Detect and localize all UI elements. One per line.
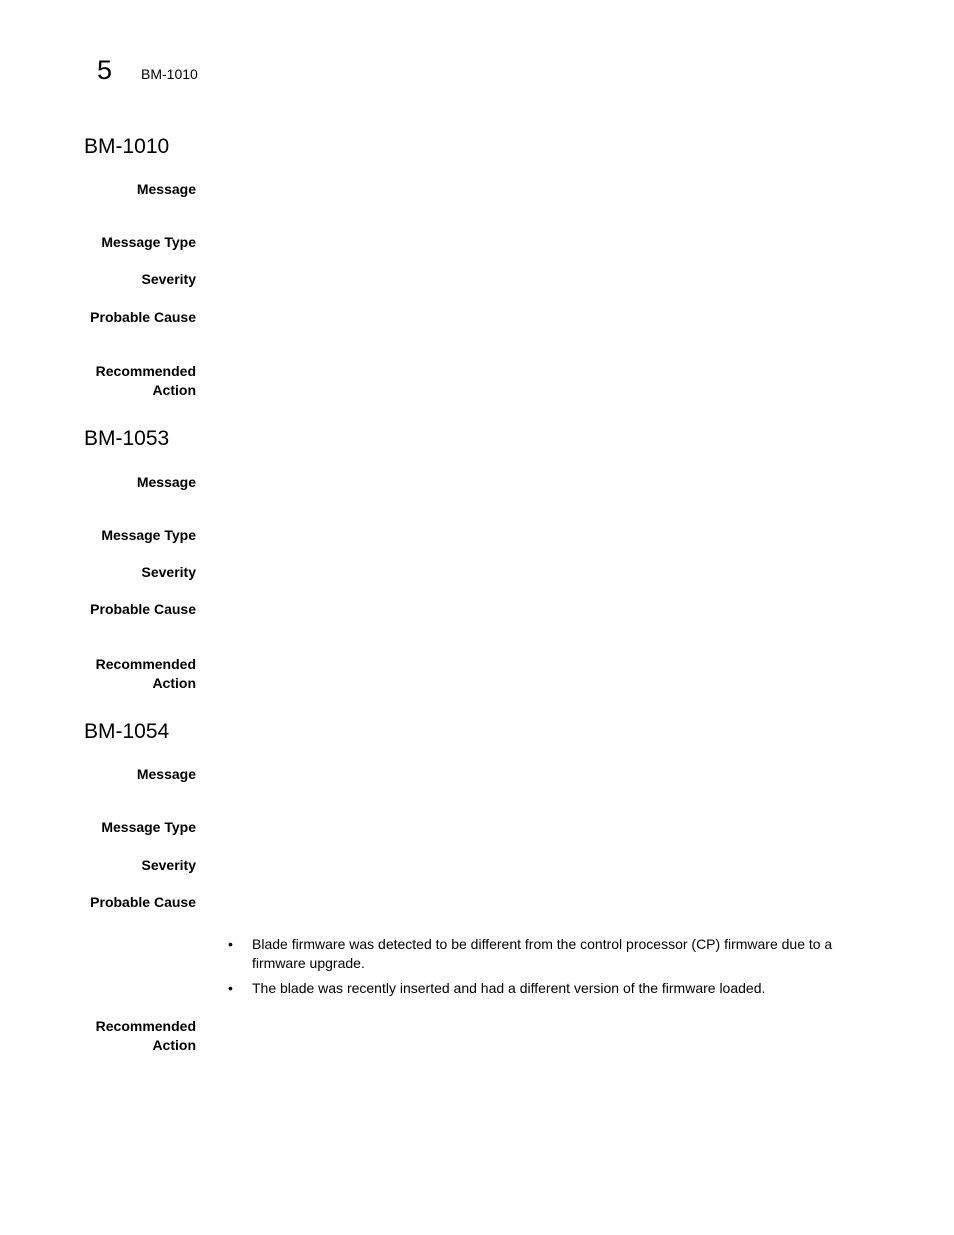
list-item xyxy=(226,935,886,973)
label-message: Message xyxy=(136,766,196,782)
label-message: Message xyxy=(136,181,196,197)
bullet-icon: • xyxy=(228,936,233,952)
label-recommended-action-line1: Recommended xyxy=(95,1018,196,1034)
chapter-number: 5 xyxy=(97,55,113,85)
label-probable-cause: Probable Cause xyxy=(90,601,196,617)
probable-cause-text: Blade firmware was detected to be different from the control processor (CP) firmware due to a firmware upgrade. xyxy=(252,936,833,971)
bullet-icon: • xyxy=(228,980,233,996)
label-recommended-action xyxy=(36,362,196,400)
running-header-title: BM-1010 xyxy=(141,66,198,82)
label-recommended-action xyxy=(36,1017,196,1055)
label-probable-cause: Probable Cause xyxy=(90,894,196,910)
label-recommended-action-line2: Action xyxy=(152,382,196,398)
label-severity: Severity xyxy=(141,271,196,287)
label-recommended-action-line2: Action xyxy=(152,675,196,691)
label-recommended-action-line2: Action xyxy=(152,1037,196,1053)
section-title-bm-1054: BM-1054 xyxy=(84,720,170,743)
probable-cause-text: The blade was recently inserted and had a different version of the firmware loaded. xyxy=(252,980,766,996)
label-recommended-action xyxy=(36,655,196,693)
label-severity: Severity xyxy=(141,857,196,873)
label-message: Message xyxy=(136,474,196,490)
list-item xyxy=(226,979,886,998)
label-recommended-action-line1: Recommended xyxy=(95,656,196,672)
probable-cause-list xyxy=(226,935,886,1004)
section-title-bm-1010: BM-1010 xyxy=(84,135,170,158)
section-title-bm-1053: BM-1053 xyxy=(84,427,170,450)
label-severity: Severity xyxy=(141,564,196,580)
label-recommended-action-line1: Recommended xyxy=(95,363,196,379)
label-message-type: Message Type xyxy=(101,234,196,250)
label-probable-cause: Probable Cause xyxy=(90,309,196,325)
label-message-type: Message Type xyxy=(101,819,196,835)
label-message-type: Message Type xyxy=(101,527,196,543)
